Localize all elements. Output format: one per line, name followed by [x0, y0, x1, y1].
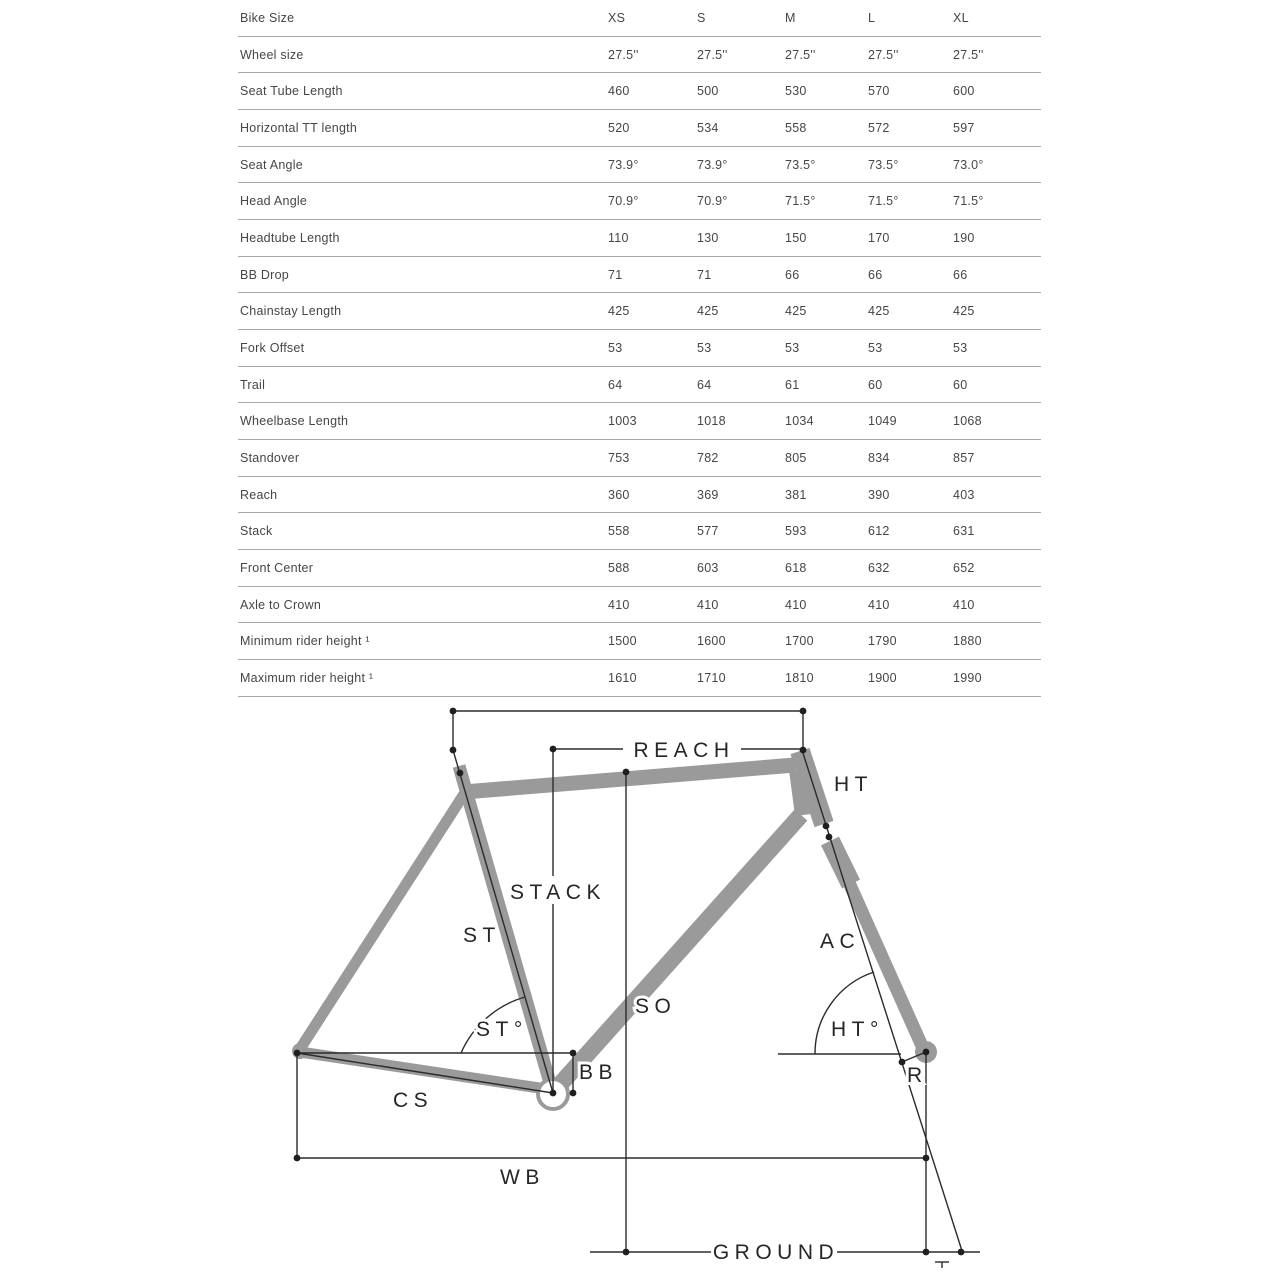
rake-label: R: [907, 1064, 928, 1087]
value-xl: 600: [953, 84, 975, 99]
value-xl: 631: [953, 524, 975, 539]
head-angle-arc: [815, 972, 874, 1054]
value-xl: 1990: [953, 670, 982, 685]
row-label: Trail: [240, 377, 266, 392]
value-xl: 53: [953, 340, 968, 355]
value-m: 805: [785, 450, 807, 465]
down-tube: [556, 815, 801, 1089]
row-label: Bike Size: [240, 10, 295, 25]
value-l: 27.5'': [868, 47, 899, 62]
row-label: Front Center: [240, 560, 314, 575]
dot: [800, 747, 807, 754]
value-xl: 652: [953, 560, 975, 575]
value-l: 66: [868, 267, 883, 282]
value-xs: 753: [608, 450, 630, 465]
value-m: 27.5'': [785, 47, 816, 62]
table-row: [238, 147, 1041, 184]
table-row: [238, 110, 1041, 147]
table-row: [238, 183, 1041, 220]
seatstay-tube: [300, 791, 466, 1049]
table-row: [238, 73, 1041, 110]
value-l: 612: [868, 524, 890, 539]
row-label: Maximum rider height ¹: [240, 670, 374, 685]
row-label: Headtube Length: [240, 230, 340, 245]
value-s: S: [697, 10, 706, 25]
row-label: Chainstay Length: [240, 304, 342, 319]
dot: [899, 1059, 906, 1066]
stack-label: STACK: [510, 881, 606, 904]
value-xl: 857: [953, 450, 975, 465]
value-s: 577: [697, 524, 719, 539]
table-row: [238, 367, 1041, 404]
table-row: [238, 403, 1041, 440]
value-xs: 520: [608, 120, 630, 135]
value-xs: 53: [608, 340, 623, 355]
dot: [923, 1155, 930, 1162]
chainstay-tube: [300, 1052, 546, 1089]
value-xs: 1500: [608, 634, 637, 649]
seat-angle-label: ST°: [476, 1018, 528, 1041]
row-label: Wheelbase Length: [240, 414, 349, 429]
value-l: 570: [868, 84, 890, 99]
dot: [800, 708, 807, 715]
table-row: [238, 440, 1041, 477]
wheelbase-label: WB: [500, 1166, 545, 1189]
dot: [570, 1090, 577, 1097]
top-tube: [464, 765, 795, 792]
value-s: 1600: [697, 634, 726, 649]
value-xs: 558: [608, 524, 630, 539]
table-row: [238, 587, 1041, 624]
value-xs: 71: [608, 267, 623, 282]
chainstay-label: CS: [393, 1089, 434, 1112]
value-l: 1790: [868, 634, 897, 649]
value-xs: 27.5'': [608, 47, 639, 62]
value-s: 410: [697, 597, 719, 612]
dot: [623, 1249, 630, 1256]
value-l: 390: [868, 487, 890, 502]
value-m: 425: [785, 304, 807, 319]
table-row: [238, 37, 1041, 74]
value-s: 782: [697, 450, 719, 465]
value-s: 534: [697, 120, 719, 135]
table-row: [238, 513, 1041, 550]
row-label: Standover: [240, 450, 300, 465]
chainstay-dim: [297, 1053, 553, 1093]
value-xs: 360: [608, 487, 630, 502]
value-xs: 588: [608, 560, 630, 575]
head-angle-label: HT°: [831, 1018, 884, 1041]
value-xl: 403: [953, 487, 975, 502]
value-l: 410: [868, 597, 890, 612]
value-m: 1034: [785, 414, 814, 429]
dot: [450, 747, 457, 754]
row-label: BB Drop: [240, 267, 289, 282]
table-row: [238, 293, 1041, 330]
value-m: 66: [785, 267, 800, 282]
value-s: 27.5'': [697, 47, 728, 62]
value-s: 425: [697, 304, 719, 319]
value-m: 593: [785, 524, 807, 539]
value-xl: 27.5'': [953, 47, 984, 62]
row-label: Seat Tube Length: [240, 84, 343, 99]
table-row: [238, 220, 1041, 257]
seat-tube-axis: [453, 750, 553, 1093]
value-m: 381: [785, 487, 807, 502]
table-row: [238, 623, 1041, 660]
geometry-diagram: [0, 680, 1280, 1280]
value-s: 1710: [697, 670, 726, 685]
value-s: 71: [697, 267, 712, 282]
value-xl: 190: [953, 230, 975, 245]
value-l: 53: [868, 340, 883, 355]
reach-label: REACH: [633, 739, 735, 762]
value-m: 558: [785, 120, 807, 135]
headtube-label: HT: [834, 773, 873, 796]
value-l: 170: [868, 230, 890, 245]
value-m: 1700: [785, 634, 814, 649]
value-xs: 70.9°: [608, 194, 639, 209]
table-row: [238, 0, 1041, 37]
value-m: 530: [785, 84, 807, 99]
value-xs: 64: [608, 377, 623, 392]
row-label: Wheel size: [240, 47, 304, 62]
value-xl: 410: [953, 597, 975, 612]
value-xs: 410: [608, 597, 630, 612]
dot: [550, 746, 557, 753]
value-m: 71.5°: [785, 194, 816, 209]
standover-label: SO: [635, 995, 677, 1018]
value-xl: 1880: [953, 634, 982, 649]
dot: [294, 1050, 301, 1057]
headtube-junction: [797, 770, 803, 815]
table-row: [238, 550, 1041, 587]
value-xs: 1610: [608, 670, 637, 685]
value-l: 834: [868, 450, 890, 465]
ground-label: GROUND: [712, 1241, 840, 1264]
value-xs: 1003: [608, 414, 637, 429]
value-s: 64: [697, 377, 712, 392]
value-s: 53: [697, 340, 712, 355]
value-l: 572: [868, 120, 890, 135]
value-xl: 425: [953, 304, 975, 319]
axle-crown-label: AC: [820, 930, 861, 953]
value-s: 1018: [697, 414, 726, 429]
value-m: 618: [785, 560, 807, 575]
value-s: 603: [697, 560, 719, 575]
value-l: 632: [868, 560, 890, 575]
value-l: 71.5°: [868, 194, 899, 209]
row-label: Head Angle: [240, 194, 308, 209]
row-label: Horizontal TT length: [240, 120, 358, 135]
value-l: 73.5°: [868, 157, 899, 172]
value-l: L: [868, 10, 876, 25]
row-label: Seat Angle: [240, 157, 303, 172]
seattube-label: ST: [463, 924, 501, 947]
table-row: [238, 477, 1041, 514]
value-s: 130: [697, 230, 719, 245]
value-m: 410: [785, 597, 807, 612]
dot: [823, 823, 830, 830]
value-xs: 110: [608, 230, 629, 245]
value-xl: 1068: [953, 414, 982, 429]
dot: [450, 708, 457, 715]
dot: [923, 1249, 930, 1256]
row-label: Fork Offset: [240, 340, 305, 355]
value-xl: 597: [953, 120, 975, 135]
table-row: [238, 330, 1041, 367]
value-xs: 460: [608, 84, 630, 99]
value-s: 500: [697, 84, 719, 99]
value-xs: XS: [608, 10, 626, 25]
table-row: [238, 257, 1041, 294]
dot: [457, 770, 464, 777]
value-xl: 73.0°: [953, 157, 984, 172]
value-l: 1900: [868, 670, 897, 685]
row-label: Minimum rider height ¹: [240, 634, 370, 649]
dot: [550, 1090, 557, 1097]
value-l: 1049: [868, 414, 897, 429]
dot: [958, 1249, 965, 1256]
value-m: 53: [785, 340, 800, 355]
dot: [570, 1050, 577, 1057]
row-label: Stack: [240, 524, 273, 539]
bb-drop-label: BB: [579, 1061, 619, 1084]
spec-table: [238, 0, 1041, 697]
value-m: 73.5°: [785, 157, 816, 172]
value-xl: 66: [953, 267, 968, 282]
value-s: 73.9°: [697, 157, 728, 172]
value-l: 60: [868, 377, 883, 392]
value-xs: 425: [608, 304, 630, 319]
value-l: 425: [868, 304, 890, 319]
value-xl: XL: [953, 10, 969, 25]
value-m: 1810: [785, 670, 814, 685]
value-s: 70.9°: [697, 194, 728, 209]
dot: [923, 1049, 930, 1056]
row-label: Axle to Crown: [240, 597, 322, 612]
value-xl: 60: [953, 377, 968, 392]
value-m: 150: [785, 230, 807, 245]
value-s: 369: [697, 487, 719, 502]
value-m: 61: [785, 377, 800, 392]
dot: [623, 769, 630, 776]
dot: [294, 1155, 301, 1162]
row-label: Reach: [240, 487, 278, 502]
value-xl: 71.5°: [953, 194, 984, 209]
value-xs: 73.9°: [608, 157, 639, 172]
dot: [826, 834, 833, 841]
value-m: M: [785, 10, 796, 25]
